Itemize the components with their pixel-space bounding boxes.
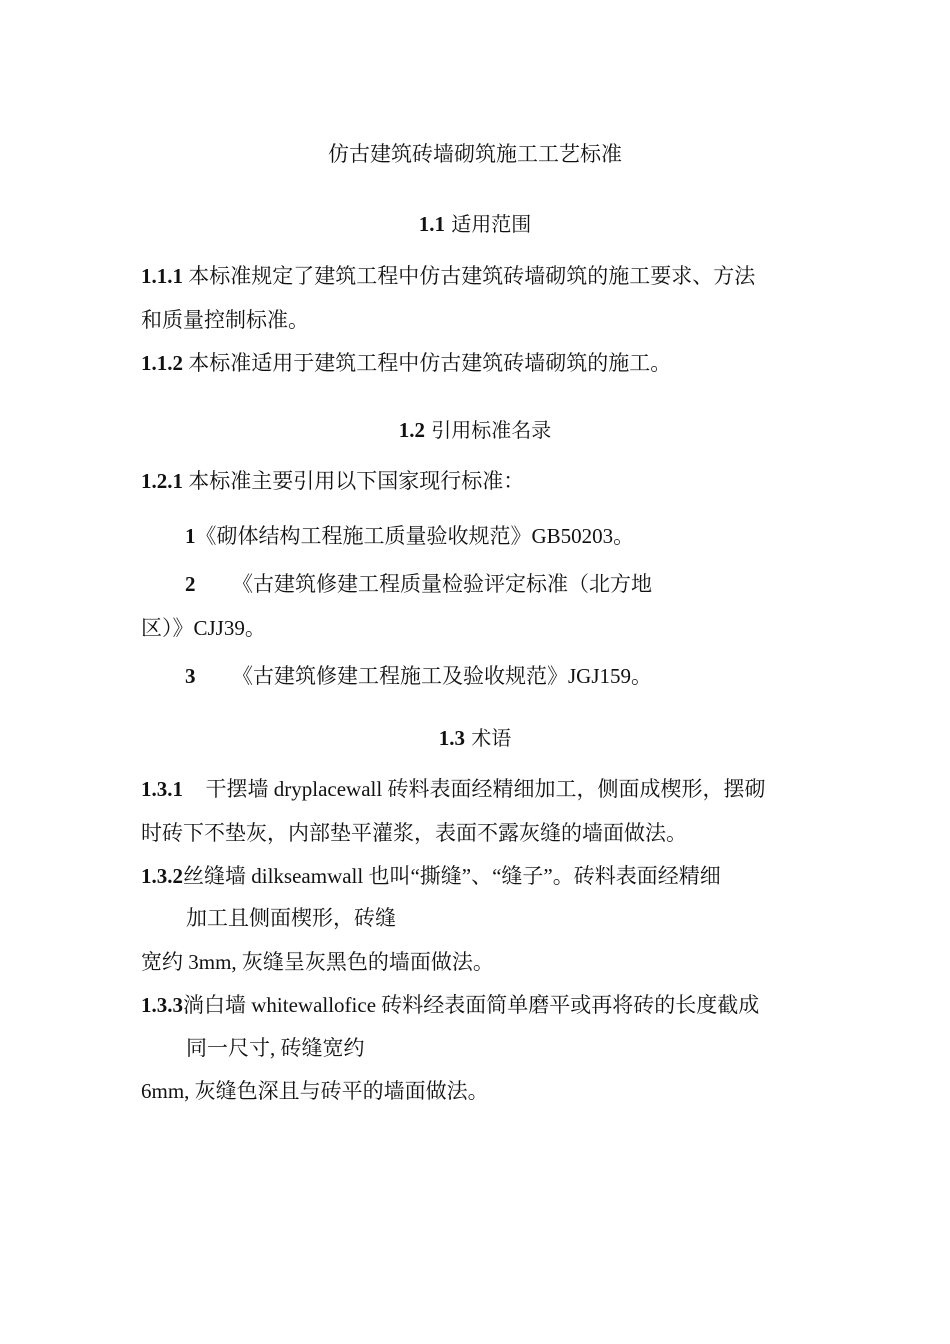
reference-item-2 [185, 570, 652, 598]
clause-text: 本标准规定了建筑工程中仿古建筑砖墙砌筑的施工要求、方法 [188, 264, 756, 288]
clause-text: 干摆墙 dryplacewall 砖料表面经精细加工，侧面成楔形，摆砌 [205, 777, 766, 801]
clause-1-3-1 [141, 775, 765, 803]
section-number: 1.1 [418, 212, 445, 236]
section-number: 1.3 [438, 726, 465, 750]
reference-item-1 [185, 522, 634, 550]
clause-1-3-3 [141, 991, 759, 1019]
clause-1-3-2-continuation-2: 宽约 3mm, 灰缝呈灰黑色的墙面做法。 [141, 950, 494, 974]
reference-number: 3 [185, 664, 196, 688]
clause-number: 1.2.1 [141, 469, 183, 493]
section-number: 1.2 [398, 418, 425, 442]
clause-1-1-1 [141, 262, 755, 290]
section-title: 适用范围 [451, 212, 532, 236]
reference-number: 2 [185, 572, 196, 596]
section-title: 术语 [471, 726, 512, 750]
clause-1-1-2 [141, 349, 671, 377]
reference-text: 《古建筑修建工程施工及验收规范》JGJ159。 [232, 664, 653, 688]
clause-1-1-1-continuation: 和质量控制标准。 [141, 308, 309, 332]
reference-text: 《砌体结构工程施工质量验收规范》GB50203。 [195, 524, 635, 548]
section-title: 引用标准名录 [431, 418, 552, 442]
reference-item-2-continuation: 区）》CJJ39。 [141, 616, 266, 640]
clause-1-2-1 [141, 467, 524, 495]
reference-item-3 [185, 662, 652, 690]
clause-number: 1.3.3 [141, 993, 183, 1017]
clause-text: 丝缝墙 dilkseamwall 也叫“撕缝”、“缝子”。砖料表面经精细 [183, 864, 721, 888]
clause-number: 1.3.2 [141, 864, 183, 888]
reference-text: 《古建筑修建工程质量检验评定标准（北方地 [232, 572, 652, 596]
clause-1-3-2 [141, 862, 721, 890]
section-heading-1-3 [0, 724, 950, 752]
clause-1-3-3-continuation-2: 6mm, 灰缝色深且与砖平的墙面做法。 [141, 1079, 489, 1103]
clause-1-3-2-continuation: 加工且侧面楔形，砖缝 [186, 906, 396, 930]
reference-number: 1 [185, 524, 196, 548]
clause-number: 1.1.2 [141, 351, 183, 375]
clause-text: 本标准主要引用以下国家现行标准： [188, 469, 525, 493]
document-title: 仿古建筑砖墙砌筑施工工艺标准 [328, 142, 622, 166]
section-heading-1-2 [0, 416, 950, 444]
clause-number: 1.3.1 [141, 777, 183, 801]
clause-1-3-1-continuation: 时砖下不垫灰，内部垫平灌浆，表面不露灰缝的墙面做法。 [141, 821, 687, 845]
section-heading-1-1 [0, 210, 950, 238]
clause-text: 本标准适用于建筑工程中仿古建筑砖墙砌筑的施工。 [188, 351, 672, 375]
clause-text: 淌白墙 whitewallofice 砖料经表面简单磨平或再将砖的长度截成 [183, 993, 760, 1017]
clause-1-3-3-continuation: 同一尺寸, 砖缝宽约 [186, 1036, 365, 1060]
clause-number: 1.1.1 [141, 264, 183, 288]
